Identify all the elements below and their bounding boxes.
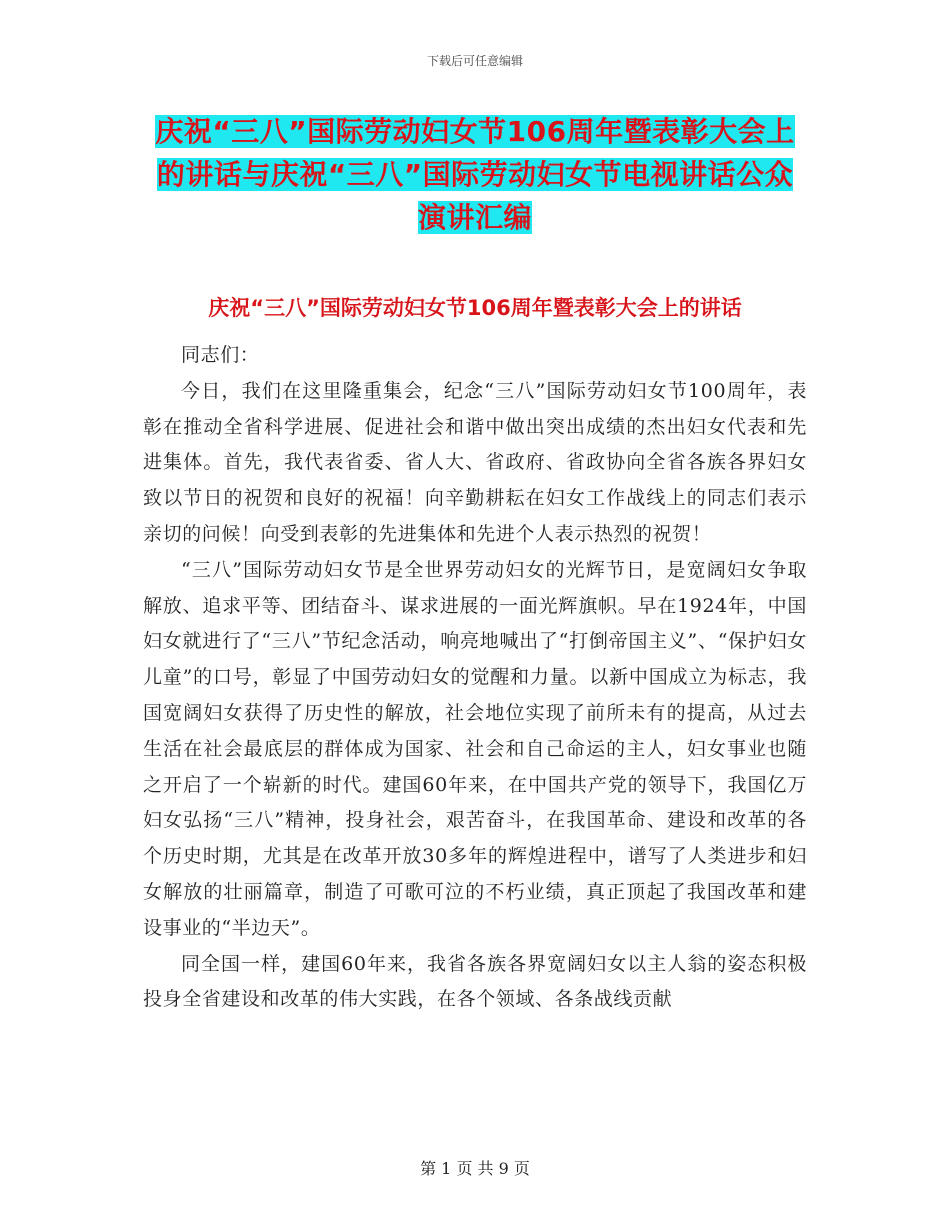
section-title: 庆祝“三八”国际劳动妇女节106周年暨表彰大会上的讲话	[208, 296, 742, 320]
header-note: 下载后可任意编辑	[426, 54, 523, 68]
document-body	[143, 338, 807, 1018]
document-title	[145, 110, 805, 239]
paragraph-salutation: 同志们：	[181, 344, 260, 366]
document-title-text: 庆祝“三八”国际劳动妇女节106周年暨表彰大会上的讲话与庆祝“三八”国际劳动妇女节电视讲话公众演讲汇编	[155, 115, 795, 234]
paragraph: “三八”国际劳动妇女节是全世界劳动妇女的光辉节日，是宽阔妇女争取解放、追求平等、团结奋斗、谋求进展的一面光辉旗帜。早在1924年，中国妇女就进行了“三八”节纪念活动，响亮地喊出了“打倒帝国主义”、“保护妇女儿童”的口号，彰显了中国劳动妇女的觉醒和力量。以新中国成立为标志，我国宽阔妇女获得了历史性的解放，社会地位实现了前所未有的提高，从过去生活在社会最底层的群体成为国家、社会和自己命运的主人，妇女事业也随之开启了一个崭新的时代。建国60年来，在中国共产党的领导下，我国亿万妇女弘扬“三八”精神，投身社会，艰苦奋斗，在我国革命、建设和改革的各个历史时期，尤其是在改革开放30多年的辉煌进程中，谱写了人类进步和妇女解放的壮丽篇章，制造了可歌可泣的不朽业绩，真正顶起了我国改革和建设事业的“半边天”。	[143, 558, 807, 939]
paragraph: 同全国一样，建国60年来，我省各族各界宽阔妇女以主人翁的姿态积极投身全省建设和改革的伟大实践，在各个领域、各条战线贡献	[143, 952, 807, 1011]
paragraph: 今日，我们在这里隆重集会，纪念“三八”国际劳动妇女节100周年，表彰在推动全省科学进展、促进社会和谐中做出突出成绩的杰出妇女代表和先进集体。首先，我代表省委、省人大、省政府、省政协向全省各族各界妇女致以节日的祝贺和良好的祝福！向辛勤耕耘在妇女工作战线上的同志们表示亲切的问候！向受到表彰的先进集体和先进个人表示热烈的祝贺！	[143, 379, 807, 545]
page-number: 第 1 页 共 9 页	[420, 1159, 530, 1178]
